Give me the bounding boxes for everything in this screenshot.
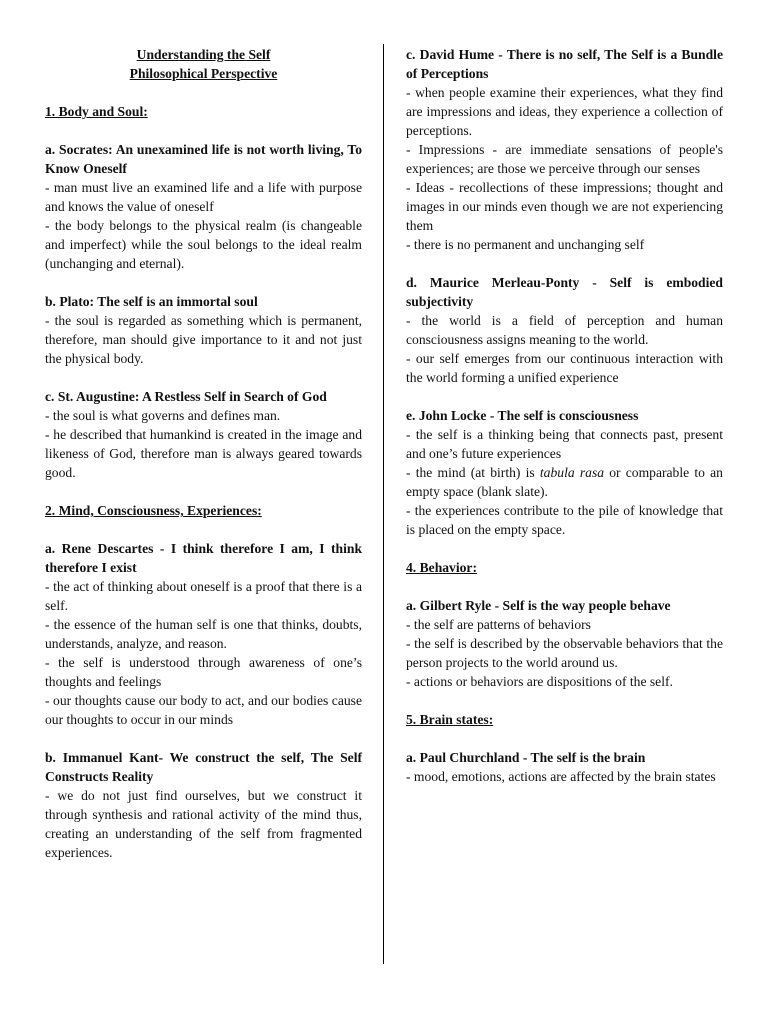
- entry-heading-ryle: a. Gilbert Ryle - Self is the way people behave: [406, 598, 671, 613]
- point-italic-text: tabula rasa: [539, 465, 605, 480]
- entry-point: - Ideas - recollections of these impressions; thought and images in our minds even though we are not experiencing them: [406, 180, 723, 233]
- column-divider: [383, 44, 384, 964]
- entry-point: - the experiences contribute to the pile of knowledge that is placed on the empty space.: [406, 503, 723, 537]
- entry-point: - the self is described by the observable behaviors that the person projects to the world around us.: [406, 636, 723, 670]
- entry-point: - the essence of the human self is one that thinks, doubts, understands, analyze, and reason.: [45, 617, 362, 651]
- section-heading-mind: 2. Mind, Consciousness, Experiences:: [45, 503, 262, 518]
- entry-point: - man must live an examined life and a life with purpose and knows the value of oneself: [45, 180, 362, 214]
- section-heading-brain: 5. Brain states:: [406, 712, 494, 727]
- entry-point: - the world is a field of perception and human consciousness assigns meaning to the world.: [406, 313, 723, 347]
- entry-heading-churchland: a. Paul Churchland - The self is the brain: [406, 750, 646, 765]
- entry-point: - the self is understood through awareness of one’s thoughts and feelings: [45, 655, 362, 689]
- entry-heading-plato: b. Plato: The self is an immortal soul: [45, 294, 258, 309]
- entry-point: - the soul is regarded as something which is permanent, therefore, man should give importance to it and not just the physical body.: [45, 313, 362, 366]
- entry-heading-augustine: c. St. Augustine: A Restless Self in Search of God: [45, 389, 327, 404]
- entry-heading-locke: e. John Locke - The self is consciousness: [406, 408, 639, 423]
- entry-point: - our self emerges from our continuous interaction with the world forming a unified experience: [406, 351, 723, 385]
- entry-point: - there is no permanent and unchanging self: [406, 237, 645, 252]
- entry-point: - actions or behaviors are dispositions of the self.: [406, 674, 673, 689]
- entry-point: - the self are patterns of behaviors: [406, 617, 591, 632]
- section-heading-behavior: 4. Behavior:: [406, 560, 477, 575]
- entry-heading-hume: c. David Hume - There is no self, The Self is a Bundle of Perceptions: [406, 47, 723, 81]
- document-subtitle: Philosophical Perspective: [129, 66, 278, 81]
- entry-point: - the self is a thinking being that connects past, present and one’s future experiences: [406, 427, 723, 461]
- section-heading-body-soul: 1. Body and Soul:: [45, 104, 148, 119]
- entry-point: - the soul is what governs and defines man.: [45, 408, 281, 423]
- entry-point: - when people examine their experiences, what they find are impressions and ideas, they experience a collection of perceptions.: [406, 85, 723, 138]
- entry-point: - our thoughts cause our body to act, and our bodies cause our thoughts to occur in our minds: [45, 693, 362, 727]
- entry-point: - the body belongs to the physical realm (is changeable and imperfect) while the soul belongs to the ideal realm (unchanging and eternal).: [45, 218, 362, 271]
- entry-heading-descartes: a. Rene Descartes - I think therefore I am, I think therefore I exist: [45, 541, 362, 575]
- document-title: Understanding the Self: [136, 47, 271, 62]
- entry-heading-socrates: a. Socrates: An unexamined life is not worth living, To Know Oneself: [45, 142, 362, 176]
- entry-point: - we do not just find ourselves, but we construct it through synthesis and rational activity of the mind thus, creating an understanding of the self from fragmented experiences.: [45, 788, 362, 860]
- entry-heading-merleau-ponty: d. Maurice Merleau-Ponty - Self is embodied subjectivity: [406, 275, 723, 309]
- entry-point: - mood, emotions, actions are affected by the brain states: [406, 769, 716, 784]
- entry-point: - Impressions - are immediate sensations of people's experiences; are those we perceive through our senses: [406, 142, 723, 176]
- entry-heading-kant: b. Immanuel Kant- We construct the self, The Self Constructs Reality: [45, 750, 362, 784]
- point-text: - the mind (at birth) is: [406, 465, 540, 480]
- right-column: [406, 45, 723, 786]
- entry-point: - he described that humankind is created in the image and likeness of God, therefore man is always geared towards good.: [45, 427, 362, 480]
- entry-point: - the act of thinking about oneself is a proof that there is a self.: [45, 579, 362, 613]
- point-text: or comparable to an empty space (blank slate).: [406, 465, 723, 499]
- entry-point: [406, 463, 723, 501]
- left-column: [45, 45, 362, 862]
